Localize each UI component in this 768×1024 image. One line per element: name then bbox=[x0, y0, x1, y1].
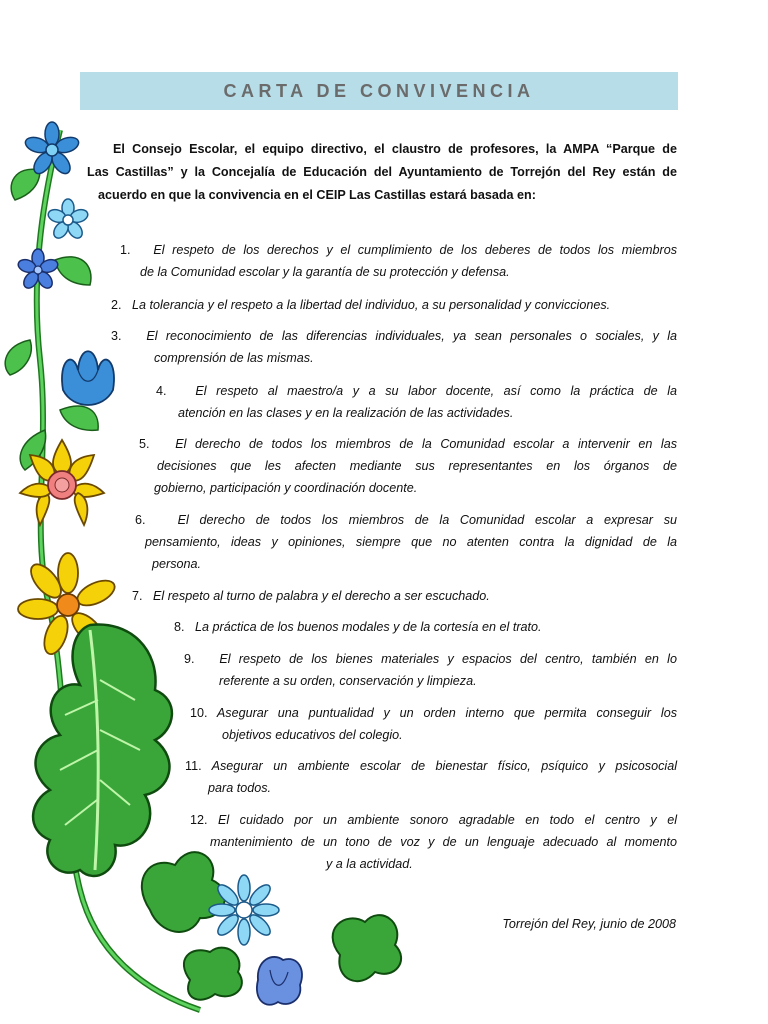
item-text: gobierno, participación y coordinación docente. bbox=[154, 481, 418, 495]
list-item-6 bbox=[135, 509, 677, 575]
item-number: 3. bbox=[111, 329, 122, 343]
item-text: El reconocimiento de las diferencias individuales, ya sean personales o sociales, y la bbox=[146, 329, 677, 343]
item-number: 8. bbox=[174, 620, 185, 634]
item-text: La tolerancia y el respeto a la libertad del individuo, a su personalidad y convicciones. bbox=[132, 298, 611, 312]
list-item-2 bbox=[111, 294, 677, 316]
item-text: persona. bbox=[152, 557, 202, 571]
item-text: La práctica de los buenos modales y de la cortesía en el trato. bbox=[195, 620, 542, 634]
item-text: mantenimiento de un tono de voz y de un lenguaje adecuado al momento bbox=[210, 835, 677, 849]
item-text: El derecho de todos los miembros de la Comunidad escolar a intervenir en las bbox=[175, 437, 677, 451]
item-text: pensamiento, ideas y opiniones, siempre que no atenten contra la dignidad de la bbox=[145, 535, 677, 549]
item-text: decisiones que les afecten mediante sus representantes en los órganos de bbox=[157, 459, 677, 473]
item-number: 7. bbox=[132, 589, 143, 603]
title-banner bbox=[80, 72, 678, 110]
item-text: y a la actividad. bbox=[326, 857, 413, 871]
item-number: 2. bbox=[111, 298, 122, 312]
intro-line-3: acuerdo en que la convivencia en el CEIP Las Castillas estará basada en: bbox=[98, 188, 536, 202]
item-number: 6. bbox=[135, 513, 146, 527]
list-item-7 bbox=[132, 585, 677, 607]
item-number: 11. bbox=[185, 759, 202, 773]
item-text: El cuidado por un ambiente sonoro agradable en todo el centro y el bbox=[218, 813, 677, 827]
item-number: 9. bbox=[184, 652, 195, 666]
list-item-11 bbox=[185, 755, 677, 799]
item-text: El respeto al turno de palabra y el derecho a ser escuchado. bbox=[153, 589, 490, 603]
item-text: El derecho de todos los miembros de la Comunidad escolar a expresar su bbox=[177, 513, 677, 527]
item-number: 10. bbox=[190, 706, 208, 720]
list-item-3 bbox=[111, 325, 677, 369]
item-text: El respeto de los bienes materiales y espacios del centro, también en lo bbox=[219, 652, 677, 666]
item-text: de la Comunidad escolar y la garantía de su protección y defensa. bbox=[140, 265, 510, 279]
item-number: 12. bbox=[190, 813, 208, 827]
item-number: 1. bbox=[120, 243, 131, 257]
intro-line-1: El Consejo Escolar, el equipo directivo, el claustro de profesores, la AMPA “Parque de bbox=[113, 142, 677, 156]
list-item-5 bbox=[139, 433, 677, 499]
list-item-4 bbox=[156, 380, 677, 424]
document-title: CARTA DE CONVIVENCIA bbox=[223, 80, 535, 101]
list-item-10 bbox=[190, 702, 677, 746]
signature-place-date: Torrejón del Rey, junio de 2008 bbox=[502, 917, 676, 931]
item-number: 4. bbox=[156, 384, 167, 398]
list-item-8 bbox=[174, 616, 677, 638]
item-number: 5. bbox=[139, 437, 150, 451]
item-text: comprensión de las mismas. bbox=[154, 351, 314, 365]
item-text: Asegurar una puntualidad y un orden interno que permita conseguir los bbox=[216, 706, 677, 720]
item-text: El respeto al maestro/a y a su labor docente, así como la práctica de la bbox=[195, 384, 677, 398]
item-text: El respeto de los derechos y el cumplimiento de los deberes de todos los miembros bbox=[153, 243, 677, 257]
list-item-12 bbox=[190, 809, 677, 875]
intro-line-2: Las Castillas” y la Concejalía de Educación del Ayuntamiento de Torrejón del Rey están de bbox=[87, 165, 677, 179]
item-text: atención en las clases y en la realización de las actividades. bbox=[178, 406, 514, 420]
item-text: objetivos educativos del colegio. bbox=[222, 728, 403, 742]
list-item-1 bbox=[120, 239, 677, 283]
item-text: Asegurar un ambiente escolar de bienestar físico, psíquico y psicosocial bbox=[211, 759, 677, 773]
list-item-9 bbox=[184, 648, 677, 692]
item-text: referente a su orden, conservación y limpieza. bbox=[219, 674, 477, 688]
item-text: para todos. bbox=[208, 781, 272, 795]
